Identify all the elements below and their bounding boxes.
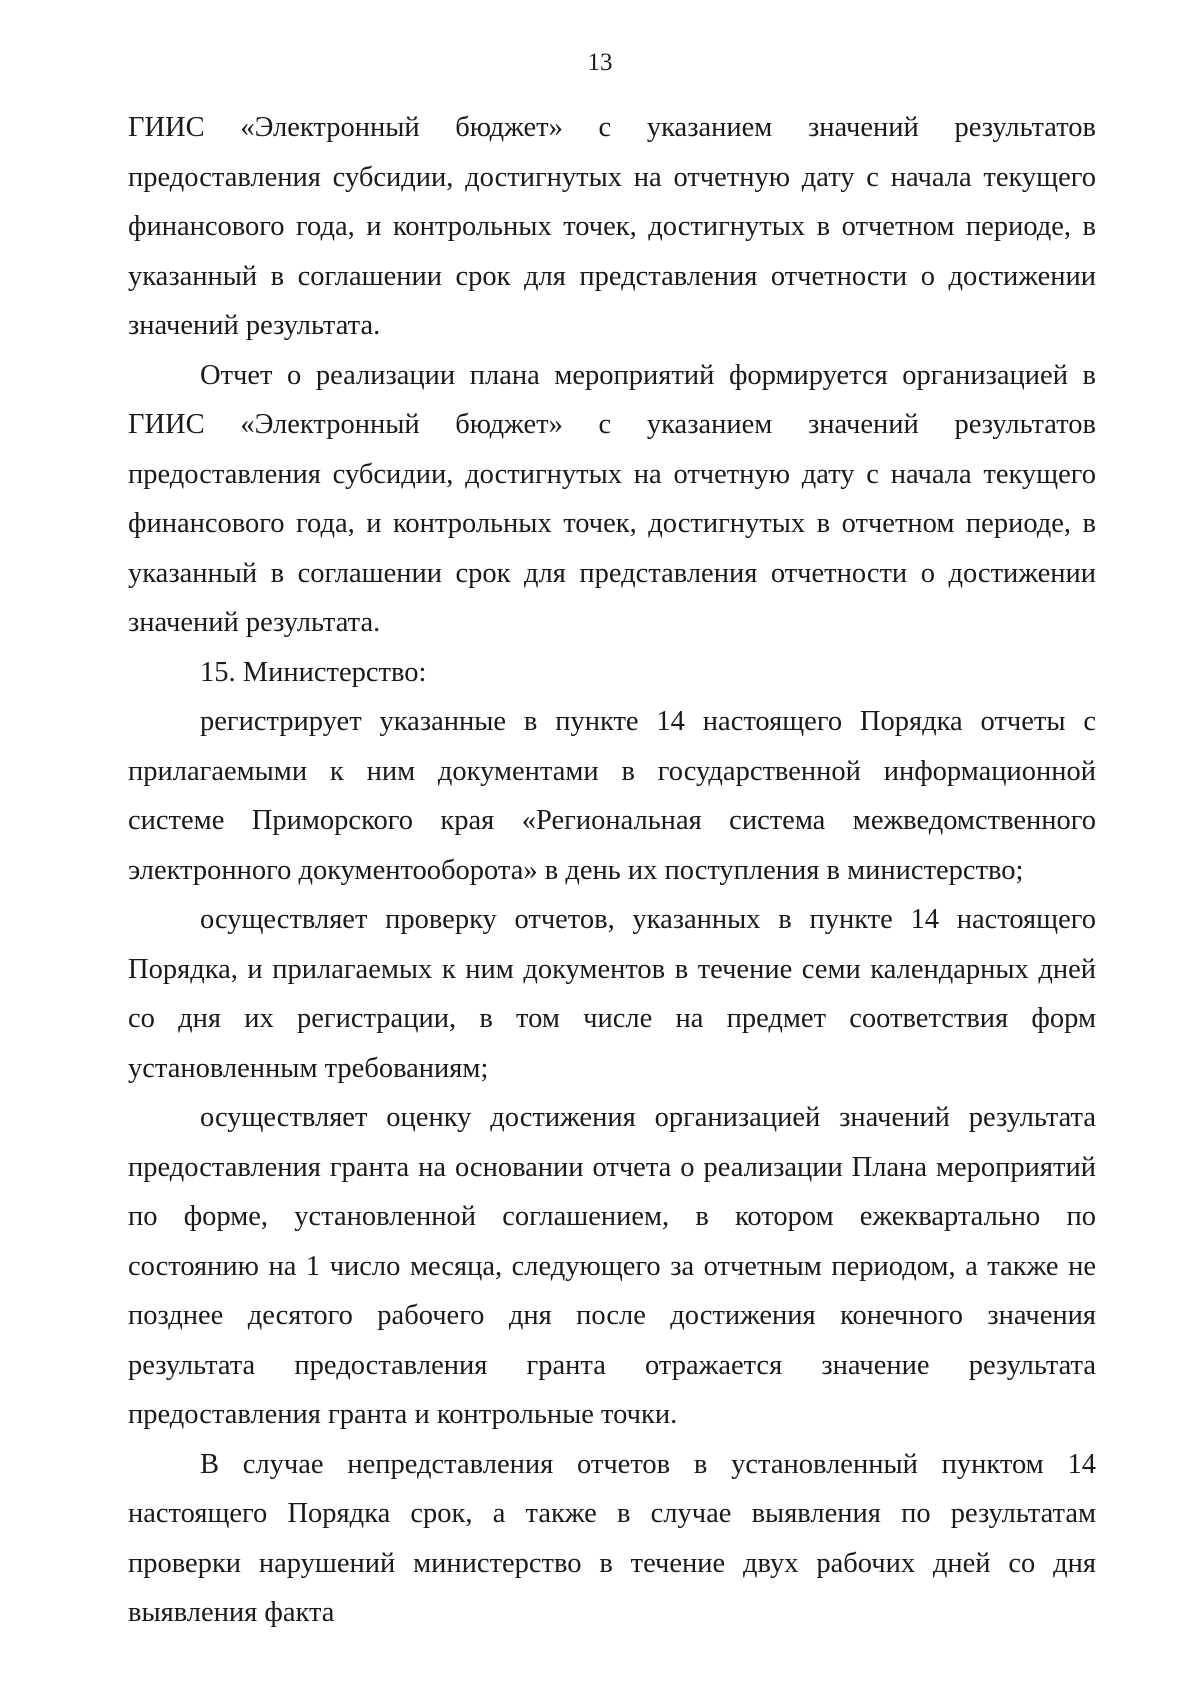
paragraph-checks-reports: осуществляет проверку отчетов, указанных в пункте 14 настоящего Порядка, и прилагаемых к ним документов в течение семи календарных дней со дня их регистрации, в том числе на предмет соответствия форм установленным требованиям; [128,904,1096,1084]
paragraph-registers-reports: регистрирует указанные в пункте 14 настоящего Порядка отчеты с прилагаемыми к ним документами в государственной информационной системе Приморского края «Региональная система межведомственного электронного документооборота» в день их поступления в министерство; [128,706,1096,886]
page-number: 13 [587,49,613,76]
paragraph-section-15-heading: 15. Министерство: [200,656,427,688]
document-body [128,103,1096,1638]
paragraph-non-submission: В случае непредставления отчетов в установленный пунктом 14 настоящего Порядка срок, а также в случае выявления по результатам проверки нарушений министерство в течение двух рабочих дней со дня выявления факта [128,1448,1096,1628]
paragraph-assesses-results: осуществляет оценку достижения организацией значений результата предоставления гранта на основании отчета о реализации Плана мероприятий по форме, установленной соглашением, в котором ежеквартально по состоянию на 1 число месяца, следующего за отчетным периодом, а также не позднее десятого рабочего дня после достижения конечного значения результата предоставления гранта отражается значение результата предоставления гранта и контрольные точки. [128,1102,1096,1430]
paragraph-continuation: ГИИС «Электронный бюджет» с указанием значений результатов предоставления субсидии, достигнутых на отчетную дату с начала текущего финансового года, и контрольных точек, достигнутых в отчетном периоде, в указанный в соглашении срок для представления отчетности о достижении значений результата. [128,112,1096,341]
paragraph-report-plan: Отчет о реализации плана мероприятий формируется организацией в ГИИС «Электронный бюджет» с указанием значений результатов предоставления субсидии, достигнутых на отчетную дату с начала текущего финансового года, и контрольных точек, достигнутых в отчетном периоде, в указанный в соглашении срок для представления отчетности о достижении значений результата. [128,359,1096,638]
